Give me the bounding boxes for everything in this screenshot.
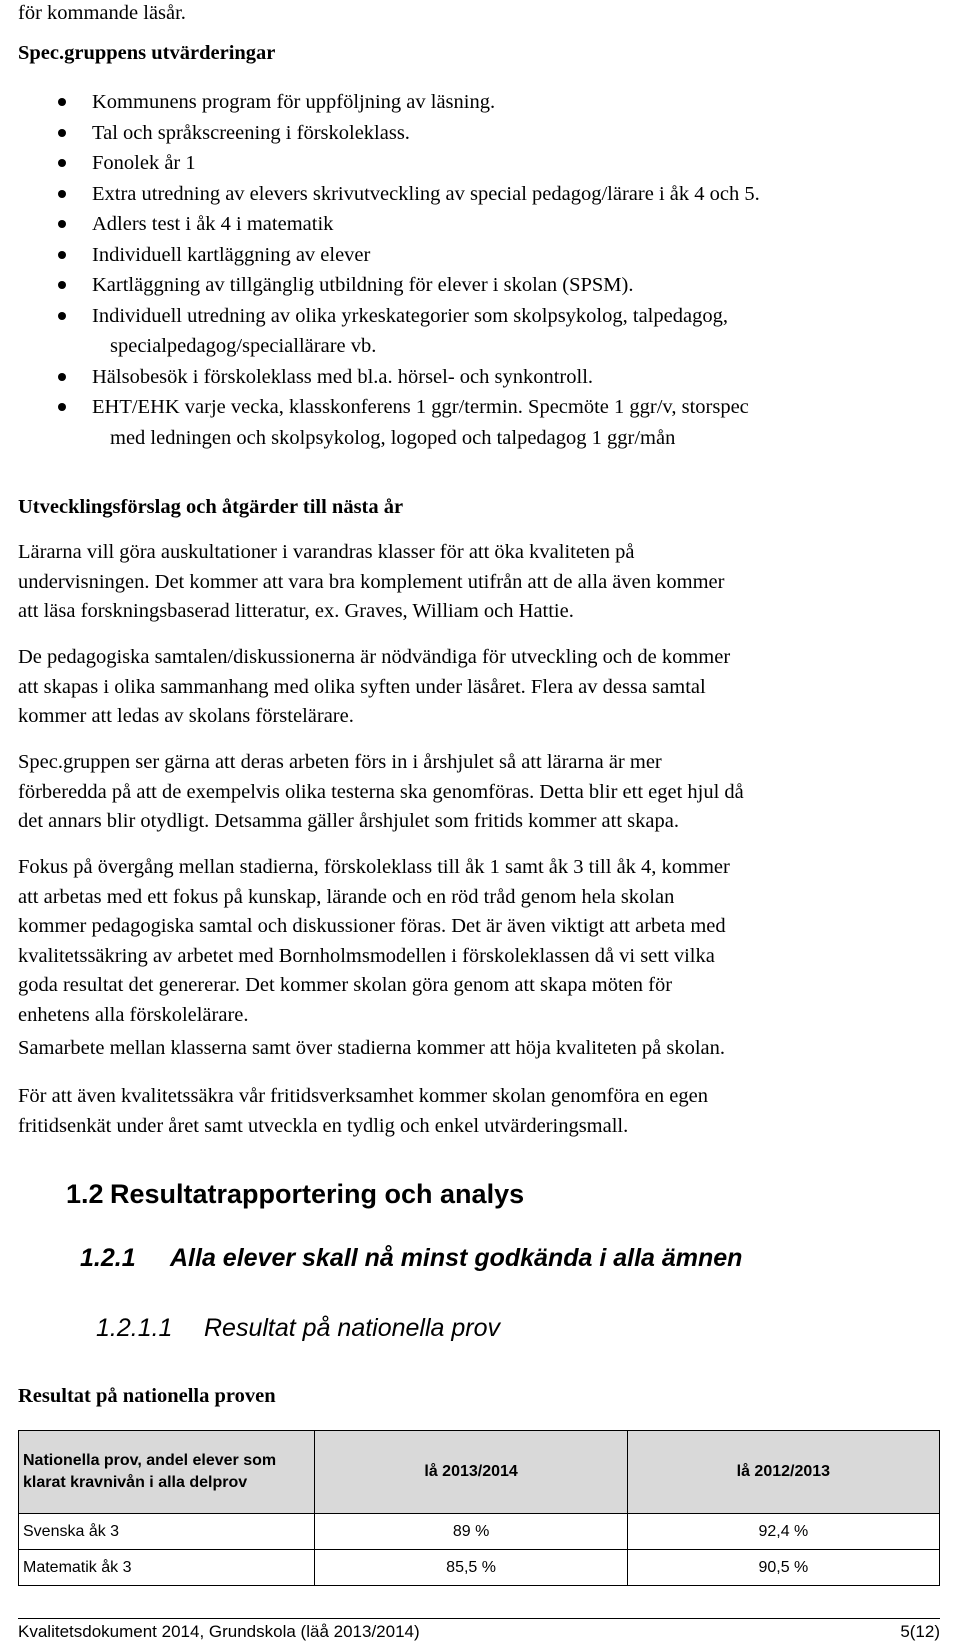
list-item: Individuell utredning av olika yrkeskategorier som skolpsykolog, talpedagog,	[18, 301, 938, 332]
list-item: EHT/EHK varje vecka, klasskonferens 1 ggr/termin. Specmöte 1 ggr/v, storspec	[18, 392, 938, 423]
bullet-icon	[58, 251, 66, 259]
results-heading: Resultat på nationella proven	[18, 1385, 276, 1407]
paragraph-samtal: De pedagogiska samtalen/diskussionerna är nödvändiga för utveckling och de kommer att skapas i olika sammanhang med olika syften under läsåret. Flera av dessa samtal kommer att ledas av skolans förstelärare.	[18, 646, 731, 727]
table-header-cell: lå 2012/2013	[627, 1431, 939, 1514]
paragraph-fritids: För att även kvalitetssäkra vår fritidsverksamhet kommer skolan genomföra en egen fritidsenkät under året samt utveckla en tydlig och enkel utvärderingsmall.	[18, 1085, 708, 1137]
list-item: Adlers test i åk 4 i matematik	[18, 209, 938, 240]
page-number: 5(12)	[900, 1622, 940, 1641]
table-header-cell: lå 2013/2014	[315, 1431, 627, 1514]
bullet-icon	[58, 98, 66, 106]
evaluation-list	[18, 87, 938, 453]
footer-document-title: Kvalitetsdokument 2014, Grundskola (läå 2013/2014)	[18, 1622, 420, 1641]
list-item: Hälsobesök i förskoleklass med bl.a. hörsel- och synkontroll.	[18, 362, 938, 393]
table-cell: Matematik åk 3	[19, 1550, 315, 1586]
bullet-icon	[58, 281, 66, 289]
bullet-icon	[58, 403, 66, 411]
table-cell: 89 %	[315, 1514, 627, 1550]
bullet-icon	[58, 190, 66, 198]
table-header-cell: Nationella prov, andel elever som klarat kravnivån i alla delprov	[19, 1431, 315, 1514]
bullet-icon	[58, 129, 66, 137]
paragraph-auskultation: Lärarna vill göra auskultationer i varandras klasser för att öka kvaliteten på undervisningen. Det kommer att vara bra komplement utifrån att de alla även kommer att läsa forskningsbaserad litteratur, ex. Graves, William och Hattie.	[18, 541, 725, 622]
bullet-icon	[58, 159, 66, 167]
list-item: Individuell kartläggning av elever	[18, 240, 938, 271]
list-item: Extra utredning av elevers skrivutveckling av special pedagog/lärare i åk 4 och 5.	[18, 179, 938, 210]
paragraph-arshjul: Spec.gruppen ser gärna att deras arbeten förs in i årshjulet så att lärarna är mer förberedda på att de exempelvis olika testerna ska genomföras. Detta blir ett eget hjul då det annars blir otydligt. Detsamma gäller årshjulet som fritids kommer att skapa.	[18, 751, 744, 832]
list-item-continuation: med ledningen och skolpsykolog, logoped och talpedagog 1 ggr/mån	[110, 426, 676, 449]
development-heading: Utvecklingsförslag och åtgärder till nästa år	[18, 496, 404, 518]
paragraph-overgang: Fokus på övergång mellan stadierna, förskoleklass till åk 1 samt åk 3 till åk 4, kommer att arbetas med ett fokus på kunskap, lärande och en röd tråd genom hela skolan kommer pedagogiska samtal och diskussioner föras. Det är även viktigt att arbeta med kvalitetssäkring av arbetet med Bornholmsmodellen i förskoleklassen då vi sett vilka goda resultat det genererar. Det kommer skolan göra genom att skapa möten för enhetens alla förskolelärare.	[18, 856, 730, 1026]
list-item: Tal och språkscreening i förskoleklass.	[18, 118, 938, 149]
bullet-icon	[58, 373, 66, 381]
spec-heading: Spec.gruppens utvärderingar	[18, 42, 276, 64]
table-header-row	[19, 1431, 940, 1514]
list-item: Kartläggning av tillgänglig utbildning för elever i skolan (SPSM).	[18, 270, 938, 301]
table-row	[19, 1514, 940, 1550]
paragraph-samarbete: Samarbete mellan klasserna samt över stadierna kommer att höja kvaliteten på skolan.	[18, 1037, 726, 1059]
list-item: Fonolek år 1	[18, 148, 938, 179]
table-cell: 92,4 %	[627, 1514, 939, 1550]
table-cell: 85,5 %	[315, 1550, 627, 1586]
list-item: Kommunens program för uppföljning av läsning.	[18, 87, 938, 118]
results-table	[18, 1430, 940, 1586]
bullet-icon	[58, 312, 66, 320]
bullet-icon	[58, 220, 66, 228]
footer-divider	[18, 1618, 940, 1619]
page-footer	[18, 1622, 940, 1642]
section-heading-1-2: 1.2 Resultatrapportering och analys	[66, 1179, 525, 1209]
table-row	[19, 1550, 940, 1586]
list-item-continuation: specialpedagog/speciallärare vb.	[110, 335, 377, 357]
table-cell: Svenska åk 3	[19, 1514, 315, 1550]
intro-line: för kommande läsår.	[18, 2, 186, 24]
section-heading-1-2-1-1: 1.2.1.1 Resultat på nationella prov	[96, 1314, 501, 1342]
table-cell: 90,5 %	[627, 1550, 939, 1586]
section-heading-1-2-1: 1.2.1 Alla elever skall nå minst godkända i alla ämnen	[80, 1244, 743, 1272]
